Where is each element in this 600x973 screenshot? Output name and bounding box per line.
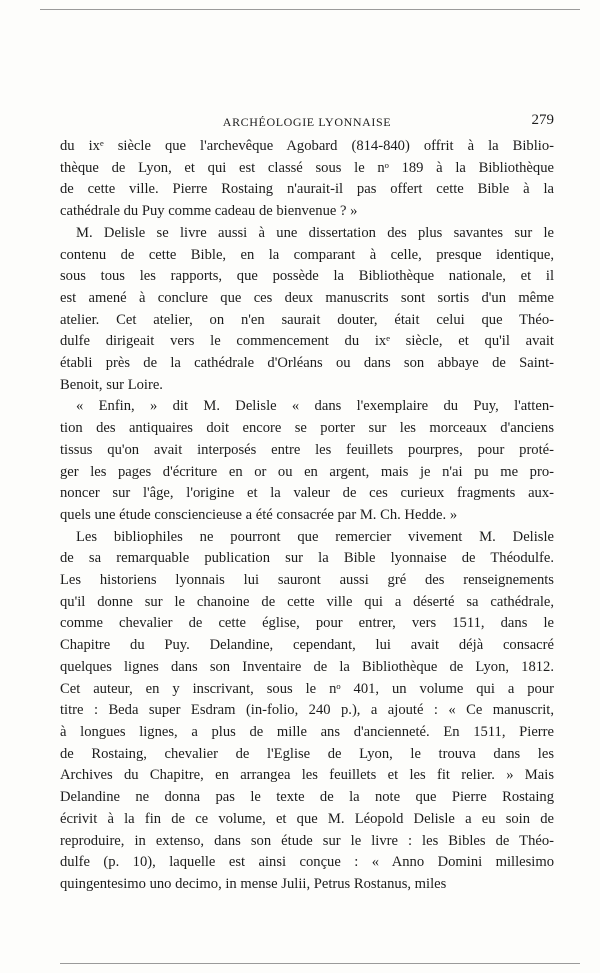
top-scan-edge <box>40 9 580 10</box>
text-line: « Enfin, » dit M. Delisle « dans l'exemplaire du Puy, l'atten- <box>76 398 554 415</box>
page-header <box>60 112 554 132</box>
text-line: tissus qu'on avait interposés entre les feuillets pourpres, pour proté- <box>60 441 554 458</box>
text-line: sous tous les rapports, que possède la Bibliothèque nationale, et il <box>60 268 554 285</box>
text-line: dulfe (p. 10), laquelle est ainsi conçue : « Anno Domini millesimo <box>60 854 554 871</box>
text-line: M. Delisle se livre aussi à une dissertation des plus savantes sur le <box>76 224 554 241</box>
paragraph <box>60 396 554 526</box>
text-line: noncer sur l'âge, l'origine et la valeur de ces curieux fragments aux- <box>60 485 554 502</box>
text-line: quelques lignes dans son Inventaire de la Bibliothèque de Lyon, 1812. <box>60 658 554 675</box>
text-line: écrivit à la fin de ce volume, et que M. Léopold Delisle a eu soin de <box>60 810 554 827</box>
text-line: quingentesimo uno decimo, in mense Julii, Petrus Rostanus, miles <box>60 875 447 892</box>
paragraph <box>60 136 554 223</box>
text-line: du ixᵉ siècle que l'archevêque Agobard (814-840) offrit à la Biblio- <box>60 138 554 154</box>
body-text <box>60 136 554 896</box>
text-line: qu'il donne sur le chanoine de cette ville qui a déserté sa cathédrale, <box>60 593 554 610</box>
text-line: tion des antiquaires doit encore se porter sur les morceaux d'anciens <box>60 420 554 437</box>
running-title: ARCHÉOLOGIE LYONNAISE <box>222 115 392 129</box>
bottom-scan-edge <box>60 963 580 964</box>
page-number: 279 <box>531 112 554 128</box>
text-line: quels une étude consciencieuse a été consacrée par M. Ch. Hedde. » <box>60 506 458 523</box>
text-line: atelier. Cet atelier, on n'en saurait douter, était celui que Théo- <box>60 311 554 328</box>
paragraph <box>60 223 554 397</box>
text-line: de sa remarquable publication sur la Bible lyonnaise de Théodulfe. <box>60 550 554 567</box>
text-line: dulfe dirigeait vers le commencement du ixᵉ siècle, et qu'il avait <box>60 333 554 350</box>
text-line: Chapitre du Puy. Delandine, cependant, lui avait déjà consacré <box>60 637 554 654</box>
text-line: ger les pages d'écriture en or ou en argent, mais je n'ai pu me pro- <box>60 463 554 480</box>
text-line: Les historiens lyonnais lui sauront aussi gré des renseignements <box>60 572 554 589</box>
text-line: de cette ville. Pierre Rostaing n'aurait-il pas offert cette Bible à la <box>60 181 554 198</box>
text-line: à longues lignes, a plus de mille ans d'ancienneté. En 1511, Pierre <box>60 723 554 740</box>
text-line: comme chevalier de cette église, pour entrer, vers 1511, dans le <box>60 615 554 632</box>
text-line: Archives du Chapitre, en arrangea les feuillets et les fit relier. » Mais <box>60 767 554 784</box>
text-line: cathédrale du Puy comme cadeau de bienvenue ? » <box>60 203 358 220</box>
text-line: thèque de Lyon, et qui est classé sous le nᵒ 189 à la Bibliothèque <box>60 159 554 176</box>
text-line: titre : Beda super Esdram (in-folio, 240 p.), a ajouté : « Ce manuscrit, <box>60 702 554 719</box>
text-line: Benoit, sur Loire. <box>60 376 163 393</box>
text-line: Delandine ne donna pas le texte de la note que Pierre Rostaing <box>60 789 554 806</box>
text-line: Cet auteur, en y inscrivant, sous le nᵒ 401, un volume qui a pour <box>60 680 554 697</box>
text-line: établi près de la cathédrale d'Orléans ou dans son abbaye de Saint- <box>60 355 554 372</box>
text-line: Les bibliophiles ne pourront que remercier vivement M. Delisle <box>76 528 554 545</box>
paragraph <box>60 527 554 896</box>
text-line: contenu de cette Bible, en la comparant à celle, presque identique, <box>60 246 554 263</box>
text-line: reproduire, in extenso, dans son étude sur le livre : les Bibles de Théo- <box>60 832 554 849</box>
text-line: de Rostaing, chevalier de l'Eglise de Lyon, le trouva dans les <box>60 745 554 762</box>
text-line: est amené à conclure que ces deux manuscrits sont sortis d'un même <box>60 289 554 306</box>
